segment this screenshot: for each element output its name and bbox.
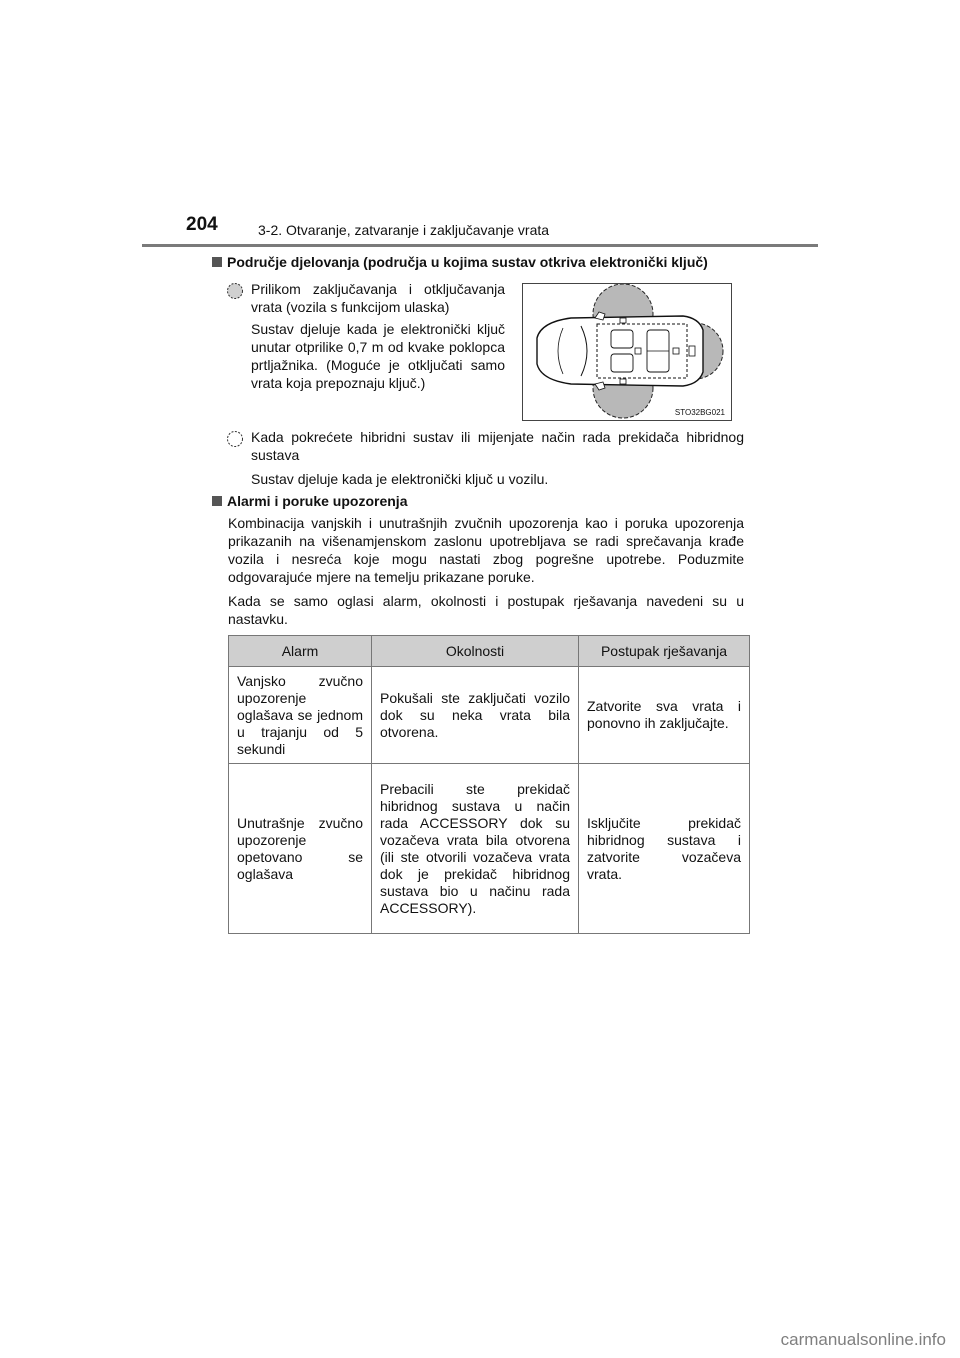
watermark: carmanualsonline.info bbox=[780, 1330, 946, 1349]
item1-heading: Prilikom zaključavanja i otključavanja vrata (vozila s funkcijom ulaska) bbox=[251, 281, 505, 315]
item2-heading: Kada pokrećete hibridni sustav ili mijenjate način rada prekidača hibridnog sustava bbox=[251, 429, 744, 463]
section-title-text: Područje djelovanja (područja u kojima sustav otkriva elektronički ključ) bbox=[227, 254, 708, 270]
column-header-procedure: Postupak rješavanja bbox=[579, 636, 750, 667]
column-header-alarm: Alarm bbox=[229, 636, 372, 667]
alarms-note-paragraph: Kada se samo oglasi alarm, okolnosti i postupak rješavanja navedeni su u nastavku. bbox=[228, 593, 744, 627]
dashed-circle-icon bbox=[226, 282, 244, 300]
section-title-alarms bbox=[212, 493, 407, 509]
table-cell: Isključite prekidač hibridnog sustava i zatvorite vozačeva vrata. bbox=[579, 764, 750, 934]
alarms-table bbox=[228, 635, 750, 934]
table-cell: Unutrašnje zvučno upozorenje opetovano se oglašava bbox=[229, 764, 372, 934]
header-rule bbox=[142, 244, 818, 247]
square-bullet-icon bbox=[212, 257, 222, 267]
square-bullet-icon bbox=[212, 496, 222, 506]
table-cell: Prebacili ste prekidač hibridnog sustava u način rada ACCESSORY dok su vozačeva vrata bila otvorena (ili ste otvorili vozačeva vrata dok je prekidač hibridnog sustava bio u načinu rada ACCESSORY). bbox=[372, 764, 579, 934]
dashed-circle-icon bbox=[226, 430, 244, 448]
table-cell: Vanjsko zvučno upozorenje oglašava se jednom u trajanju od 5 sekundi bbox=[229, 667, 372, 764]
table-cell: Zatvorite sva vrata i ponovno ih zaključajte. bbox=[579, 667, 750, 764]
table-row bbox=[229, 764, 750, 934]
alarms-intro-paragraph: Kombinacija vanjskih i unutrašnjih zvučnih upozorenja kao i poruka upozorenja prikazanih na višenamjenskom zaslonu upotrebljava se radi sprečavanja krađe vozila i nesreća koje mogu nastati zbog pogrešne upotrebe. Poduzmite odgovarajuće mjere na temelju prikazane poruke. bbox=[228, 515, 744, 585]
section-title-operating-range bbox=[212, 254, 708, 270]
item1-text: Sustav djeluje kada je elektronički ključ unutar otprilike 0,7 m od kvake poklopca prtljažnika. (Moguće je otključati samo vrata koja prepoznaju ključ.) bbox=[251, 321, 505, 391]
section-title-text: Alarmi i poruke upozorenja bbox=[227, 493, 408, 509]
chapter-title: 3-2. Otvaranje, zatvaranje i zaključavanje vrata bbox=[258, 222, 550, 238]
diagram-code: STO32BG021 bbox=[674, 408, 725, 417]
key-range-diagram bbox=[522, 283, 732, 421]
table-header-row bbox=[229, 636, 750, 667]
column-header-circumstances: Okolnosti bbox=[372, 636, 579, 667]
table-cell: Pokušali ste zaključati vozilo dok su neka vrata bila otvorena. bbox=[372, 667, 579, 764]
car-top-view-illustration bbox=[523, 284, 731, 420]
item2-text: Sustav djeluje kada je elektronički ključ u vozilu. bbox=[251, 471, 549, 487]
page-number: 204 bbox=[186, 214, 218, 235]
table-row bbox=[229, 667, 750, 764]
